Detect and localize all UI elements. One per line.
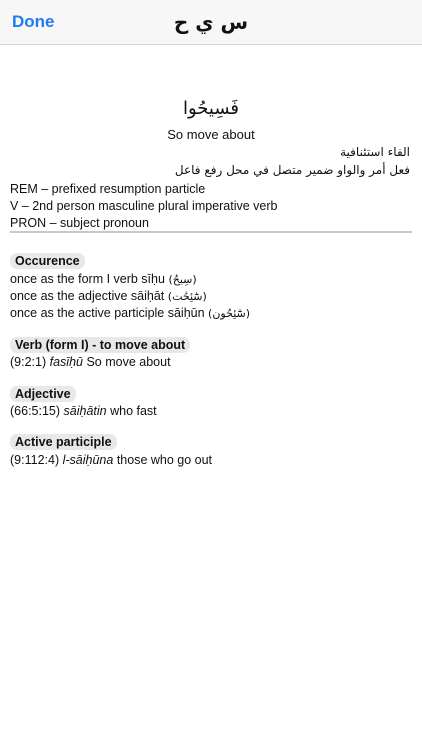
grammar-line: V – 2nd person masculine plural imperative verb <box>10 199 278 213</box>
arabic-word: فَسِيحُوا <box>182 98 239 119</box>
occurrence-arabic: (سِيحُ) <box>168 273 197 286</box>
adjective-section-header: Adjective <box>10 386 76 402</box>
arabic-grammar-line: فعل أمر والواو ضمير متصل في محل رفع فاعل <box>174 163 410 177</box>
occurrence-item: once as the form I verb sīḥu (سِيحُ) <box>10 272 197 286</box>
arabic-grammar-line: الفاء استئنافية <box>340 145 410 159</box>
occurrence-header: Occurence <box>10 253 85 269</box>
grammar-line: PRON – subject pronoun <box>10 216 149 230</box>
verb-section-header: Verb (form I) - to move about <box>10 337 190 353</box>
done-button[interactable]: Done <box>12 12 55 31</box>
occurrence-item: once as the adjective sāiḥāt (سَٰٓئِحَٰت) <box>10 289 207 303</box>
occurrence-item: once as the active participle sāiḥūn (سَٰٓئِحُون) <box>10 306 251 320</box>
nav-bar <box>0 0 422 45</box>
participle-reference[interactable]: (9:112:4) l-sāiḥūna those who go out <box>10 453 213 467</box>
word-translation: So move about <box>167 127 255 142</box>
occurrence-arabic: (سَٰٓئِحُون) <box>208 307 251 320</box>
grammar-line: REM – prefixed resumption particle <box>10 182 206 196</box>
occurrence-arabic: (سَٰٓئِحَٰت) <box>167 290 207 303</box>
root-title: س ي ح <box>173 10 249 34</box>
divider <box>10 231 412 233</box>
adjective-reference[interactable]: (66:5:15) sāiḥātin who fast <box>10 404 157 418</box>
participle-section-header: Active participle <box>10 434 117 450</box>
verb-reference[interactable]: (9:2:1) fasīḥū So move about <box>10 355 171 369</box>
